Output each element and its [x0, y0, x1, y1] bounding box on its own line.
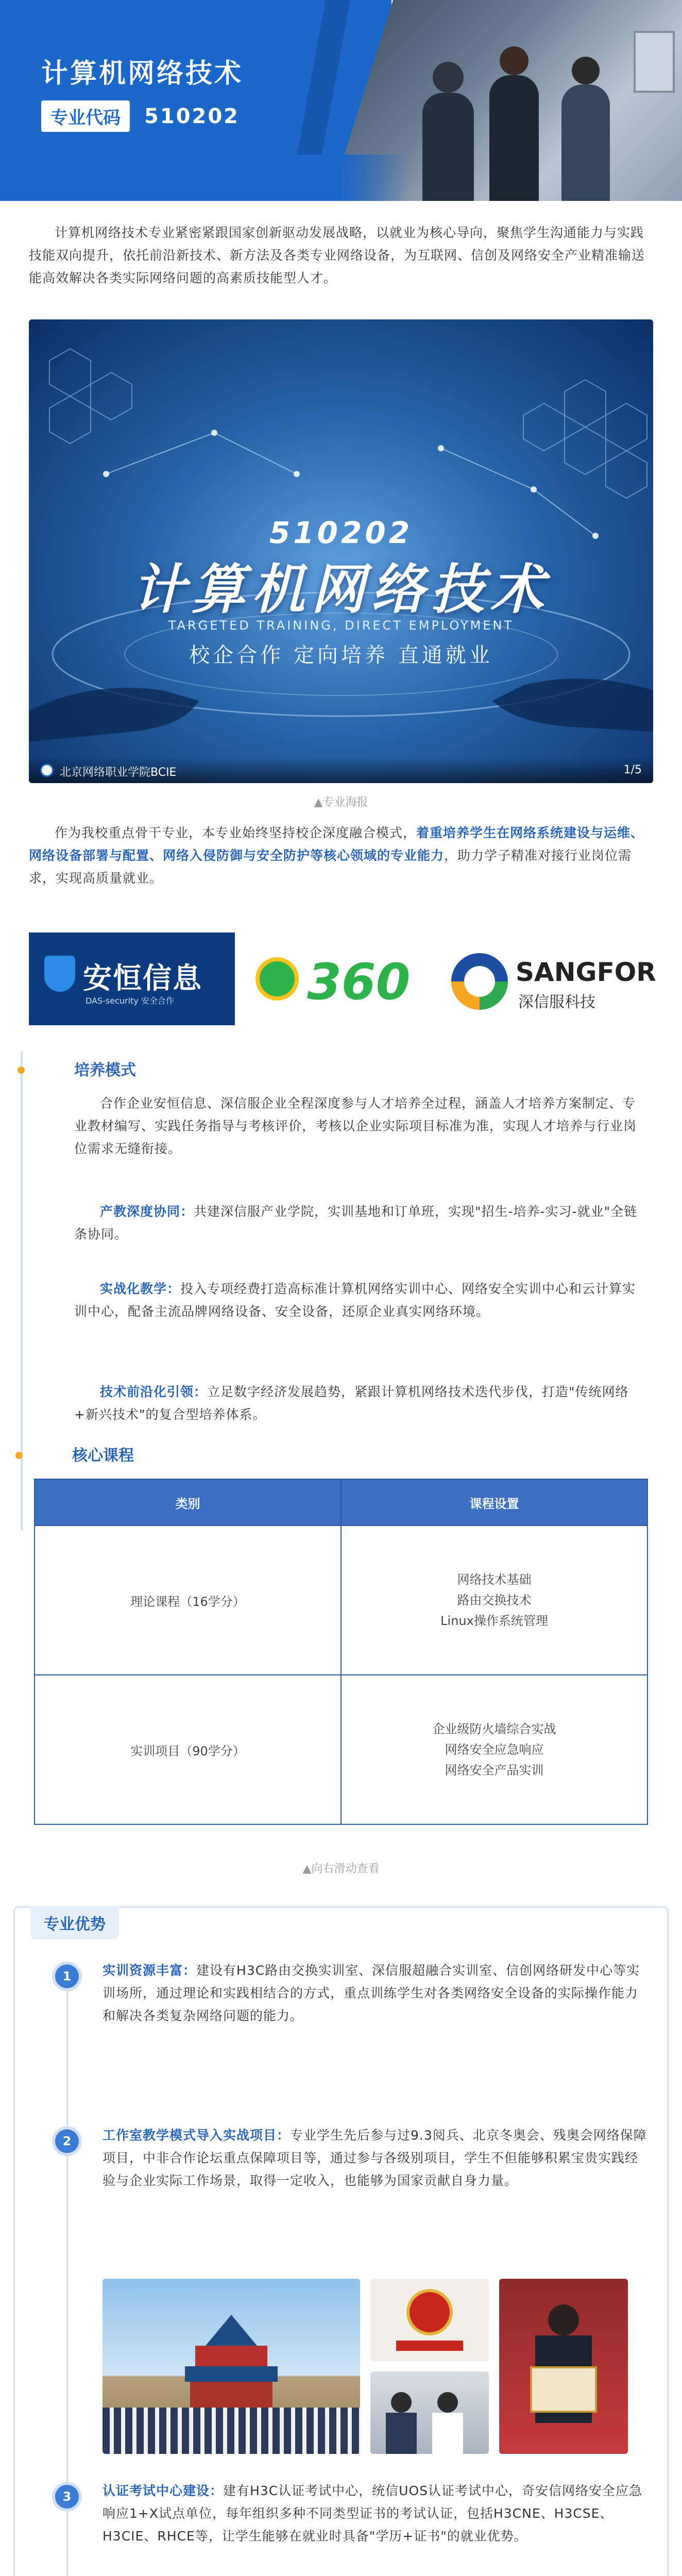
advantage-3-text: 建有H3C认证考试中心，统信UOS认证考试中心，奇安信网络安全应急响应1+X试点单位，每年组织多种不同类型证书的考试认证，包括H3CNE、H3CSE、H3CIE、RHCE等，让学生能够在就业时具备"学历+证书"的就业优势。: [103, 2483, 643, 2544]
anheng-name: 安恒信息: [83, 962, 202, 995]
school-enterprise-suffix: ，助力学子精准对接行业岗位需求，实现高质量就业。: [29, 848, 632, 886]
table-cell-courses: [341, 1675, 647, 1824]
hero-watermark: 北京网络职业学院BCIE: [60, 766, 177, 779]
training-mode-p4: [74, 1381, 646, 1426]
sangfor-name-en: SANGFOR: [516, 957, 656, 987]
advantages-section: [13, 1906, 669, 2576]
advantage-item-2: [103, 2124, 649, 2192]
course-item: 企业级防火墙综合实战: [432, 1722, 556, 1736]
training-mode-p3: [74, 1278, 646, 1323]
hero-title: 计算机网络技术: [131, 558, 550, 621]
training-mode-p3-label: 实战化教学：: [100, 1281, 181, 1296]
school-emblem-icon: [40, 764, 54, 777]
core-courses-section: [21, 1443, 661, 1875]
table-cell-category: 实训项目（90学分）: [35, 1675, 341, 1824]
advantages-title-tab: [30, 1906, 119, 1939]
intro-paragraph: 计算机网络技术专业紧密紧跟国家创新驱动发展战略，以就业为核心导向，聚焦学生沟通能力与实践技能双向提升，依托前沿新技术、新方法及各类专业网络设备，为互联网、信创及网络安全产业精准输送能高效解决各类实际网络问题的高素质技能型人才。: [29, 225, 645, 285]
advantage-1-text: 建设有H3C路由交换实训室、深信服超融合实训室、信创网络研发中心等实训场所，通过理论和实践相结合的方式，重点训练学生对各类网络安全设备的实际操作能力和解决各类复杂网络问题的能力。: [103, 1963, 640, 2023]
core-courses-table[interactable]: [34, 1479, 648, 1825]
training-mode-p2: [74, 1200, 646, 1246]
training-mode-p2-text: 共建深信服产业学院，实训基地和订单班，实现"招生-培养-实习-就业"全链条协同。: [74, 1204, 638, 1242]
anheng-subtitle: DAS-security 安全合作: [86, 996, 174, 1006]
table-scroll-hint: ▲向右滑动查看: [302, 1862, 380, 1875]
logo-360: [255, 943, 431, 1015]
course-item: 网络安全应急响应: [445, 1742, 544, 1757]
advantage-1-label: 实训资源丰富：: [103, 1963, 197, 1978]
table-cell-courses: [341, 1526, 647, 1675]
course-item: Linux操作系统管理: [440, 1614, 548, 1628]
hero-caption: ▲专业海报: [314, 796, 368, 809]
school-enterprise-prefix: 作为我校重点骨干专业，本专业始终坚持校企深度融合模式，: [55, 825, 417, 840]
course-item: 路由交换技术: [457, 1593, 532, 1607]
header-banner: [0, 0, 682, 201]
hero-slogan: 校企合作 定向培养 直通就业: [189, 643, 493, 667]
table-cell-category: 理论课程（16学分）: [35, 1526, 341, 1675]
course-item: 网络安全产品实训: [445, 1763, 544, 1777]
hero-code: 510202: [269, 515, 413, 550]
advantage-3-label: 认证考试中心建设：: [103, 2483, 224, 2498]
advantage-2-label: 工作室教学模式导入实战项目：: [103, 2128, 291, 2143]
anheng-logo: [29, 933, 235, 1025]
major-code-value: 510202: [144, 104, 240, 128]
partner-logos: [29, 933, 656, 1025]
course-item: 网络技术基础: [457, 1572, 532, 1587]
certificate-holder-photo: [499, 2279, 628, 2454]
table-header-courses: 课程设置: [341, 1479, 647, 1526]
hero-subtitle-en: TARGETED TRAINING, DIRECT EMPLOYMENT: [168, 618, 514, 633]
anheng-shield-icon: [44, 956, 75, 992]
page-title: 计算机网络技术: [41, 58, 244, 89]
core-courses-title: 核心课程: [72, 1447, 134, 1465]
advantage-number-1: 1: [55, 1964, 79, 1988]
table-row: [35, 1675, 647, 1824]
sangfor-logo: [451, 943, 656, 1015]
table-row: [35, 1526, 647, 1675]
temple-of-heaven-photo: [103, 2279, 360, 2454]
hero-poster[interactable]: [29, 319, 653, 783]
training-mode-p1: 合作企业安恒信息、深信服企业全程深度参与人才培养全过程，涵盖人才培养方案制定、专业教材编写、实践任务指导与考核评价，考核以企业实际项目标准为准，实现人才培养与行业岗位需求无缝衔接。: [74, 1096, 637, 1156]
training-mode-p4-text: 立足数字经济发展趋势，紧跟计算机网络技术迭代步伐，打造"传统网络+新兴技术"的复合型培养体系。: [74, 1384, 629, 1422]
award-badge-photo: [370, 2279, 489, 2361]
sangfor-name-cn: 深信服科技: [518, 993, 595, 1011]
major-code-label: 专业代码: [41, 100, 130, 132]
advantages-title: 专业优势: [44, 1916, 106, 1934]
logo-360-icon: [255, 957, 299, 1001]
training-mode-p2-label: 产教深度协同：: [100, 1204, 194, 1219]
training-mode-p3-text: 投入专项经费打造高标准计算机网络实训中心、网络安全实训中心和云计算实训中心，配备主流品牌网络设备、安全设备，还原企业真实网络环境。: [74, 1281, 636, 1319]
advantage-number-3: 3: [55, 2485, 79, 2509]
carousel-page-indicator: 1/5: [623, 764, 642, 776]
training-mode-title: 培养模式: [74, 1061, 136, 1079]
hero-watermark-bar: [29, 757, 653, 783]
advantage-item-1: [103, 1959, 649, 2027]
training-mode-p4-label: 技术前沿化引领：: [100, 1384, 208, 1399]
logo-360-text: 360: [307, 953, 411, 1011]
advantage-number-2: 2: [55, 2129, 79, 2153]
advantage-2-text: 专业学生先后参与过9.3阅兵、北京冬奥会、残奥会网络保障项目，中非合作论坛重点保障项目等，通过参与各级别项目，学生不但能够积累宝贵实践经验与企业实际工作场景，取得一定收入，也能够为国家贡献自身力量。: [103, 2128, 647, 2188]
advantage-item-3: [103, 2480, 649, 2548]
team-photo: [370, 2371, 489, 2454]
major-code-badge: [41, 100, 240, 132]
table-header-category: 类别: [35, 1479, 341, 1526]
school-enterprise-paragraph: [29, 822, 652, 890]
school-enterprise-highlight: 着重培养学生在网络系统建设与运维、网络设备部署与配置、网络入侵防御与安全防护等核心领域的专业能力: [29, 825, 644, 863]
